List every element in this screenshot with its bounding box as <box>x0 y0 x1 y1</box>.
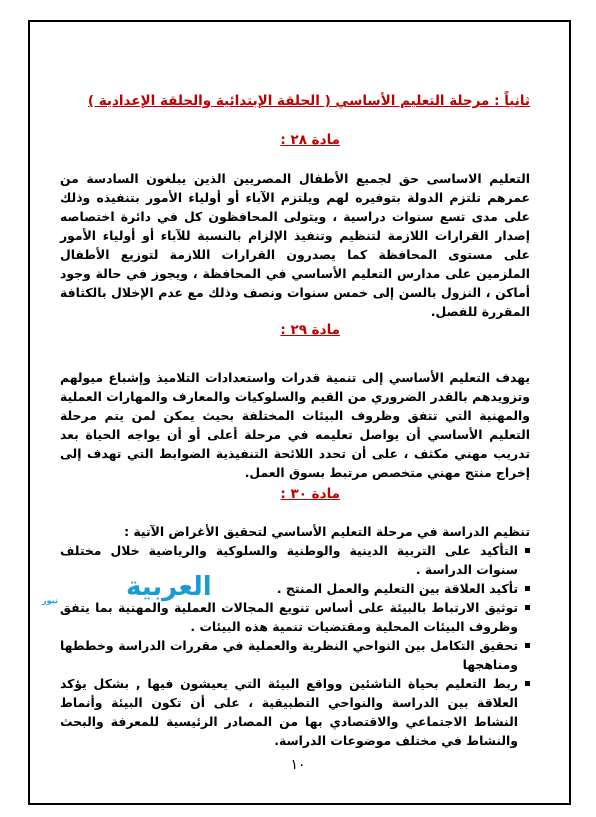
article-30-list <box>60 541 530 750</box>
article-30-title: مادة ٣٠ : <box>280 486 340 502</box>
watermark-text: العربية <box>126 572 212 602</box>
list-item: تحقيق التكامل بين النواحي النظرية والعملية في مقررات الدراسة وخططها ومناهجها <box>60 636 530 674</box>
list-item: توثيق الارتباط بالبيئة على أساس تنويع المجالات العملية والمهنية بما يتفق وظروف البيئات المحلية ومقتضيات تنمية هذه البيئات . <box>60 598 530 636</box>
list-item: تأكيد العلاقة بين التعليم والعمل المنتج . <box>60 579 530 598</box>
list-item: التأكيد على التربية الدينية والوطنية والسلوكية والرياضية خلال مختلف سنوات الدراسة . <box>60 541 530 579</box>
list-item: ربط التعليم بحياة الناشئين وواقع البيئة التي يعيشون فيها , بشكل يؤكد العلاقة بين الدراسة والنواحي التطبيقية ، على أن تكون البيئة وأنماط النشاط الاجتماعي والاقتصادي بها من المصادر الرئيسية للمعرفة والبحث والنشاط في مختلف موضوعات الدراسة. <box>60 674 530 750</box>
article-28-title: مادة ٢٨ : <box>280 132 340 148</box>
article-29-text: يهدف التعليم الأساسي إلى تنمية قدرات واستعدادات التلاميذ وإشباع ميولهم وتزويدهم بالقدر الضروري من القيم والسلوكيات والمعارف والمهارات العملية والمهنية التي تتفق وظروف البيئات المختلفة بحيث يمكن لمن يتم مرحلة التعليم الأساسي أن يواصل تعليمه في مرحلة أعلى أو أن يواجه الحياة بعد تدريب مهني مكثف ، على أن تحدد اللائحة التنفيذية الضوابط التي تهدف إلى إخراج منتج مهني متخصص مرتبط بسوق العمل. <box>60 370 530 480</box>
article-30-intro: تنظيم الدراسة في مرحلة التعليم الأساسي لتحقيق الأغراض الآتية : <box>124 524 530 539</box>
section-title: ثانياً : مرحلة التعليم الأساسي ( الحلقة الإبتدائية والحلقة الإعدادية ) <box>87 93 530 109</box>
page-number: ١٠ <box>290 757 306 773</box>
article-28-text: التعليم الاساسى حق لجميع الأطفال المصريين الذين يبلغون السادسة من عمرهم تلتزم الدولة بتوفيره لهم ويلتزم الآباء أو أولياء الأمور بتنفيذه وذلك على مدى تسع سنوات دراسية ، ويتولى المحافظون كل في دائرة اختصاصه إصدار القرارات اللازمة لتنظيم وتنفيذ الإلزام بالنسبة للآباء أو أولياء الأمور على مستوى المحافظة كما يصدرون القرارات اللازمة لتوزيع الأطفال الملزمين على مدارس التعليم الأساسي في المحافظة ، ويجوز في حالة وجود أماكن ، النزول بالسن إلى خمس سنوات ونصف وذلك مع عدم الإخلال بالكثافة المقررة للفصل. <box>60 171 530 319</box>
document-body <box>60 92 530 750</box>
watermark-subtext: نيوز <box>42 596 58 605</box>
article-29-title: مادة ٢٩ : <box>280 322 340 338</box>
